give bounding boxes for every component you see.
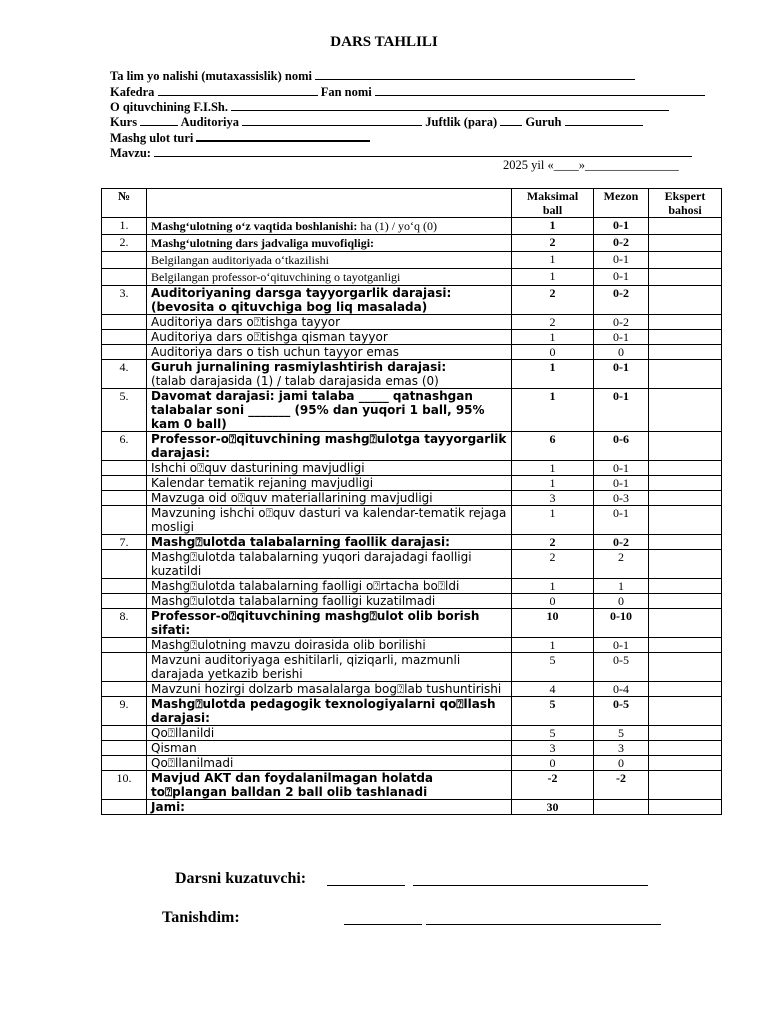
expert-score-cell[interactable] [649, 218, 722, 235]
criteria-text: Qo⍰llanildi [151, 726, 215, 740]
expert-score-cell[interactable] [649, 697, 722, 726]
criteria-text: Mashg⍰ulotda talabalarning faollik darajasi: [151, 535, 450, 549]
row-number [102, 330, 147, 345]
criterion-range-cell: 3 [594, 741, 649, 756]
criterion-range-cell: 0-2 [594, 235, 649, 252]
observer-name-blank[interactable] [413, 885, 648, 886]
col-criterion-header: Mezon [594, 189, 649, 218]
observer-label: Darsni kuzatuvchi: [175, 870, 307, 887]
criteria-text: Guruh jurnalining rasmiylashtirish darajasi: [151, 360, 447, 374]
max-score-cell: 1 [512, 579, 594, 594]
expert-score-cell[interactable] [649, 594, 722, 609]
document-title: DARS TAHLILI [330, 34, 438, 50]
criteria-cell [147, 594, 512, 609]
table-row [102, 594, 722, 609]
expert-score-cell[interactable] [649, 579, 722, 594]
table-row [102, 741, 722, 756]
criterion-range-cell: 0-1 [594, 461, 649, 476]
expert-score-cell[interactable] [649, 506, 722, 535]
criteria-cell [147, 756, 512, 771]
department-blank[interactable] [158, 84, 318, 96]
criterion-range-cell: 0-1 [594, 506, 649, 535]
criteria-text: Belgilangan auditoriyada o‘tkazilishi [151, 253, 329, 267]
table-row [102, 286, 722, 315]
table-row [102, 609, 722, 638]
row-number [102, 550, 147, 579]
topic-label: Mavzu: [110, 146, 151, 160]
acknowledged-name-blank[interactable] [426, 924, 661, 925]
table-row [102, 269, 722, 286]
max-score-cell: 1 [512, 389, 594, 432]
criteria-text: Mashg⍰ulotning mavzu doirasida olib borilishi [151, 638, 426, 652]
row-number: 9. [102, 697, 147, 726]
course-blank[interactable] [140, 114, 178, 126]
row-number [102, 594, 147, 609]
table-row [102, 726, 722, 741]
expert-score-cell[interactable] [649, 286, 722, 315]
criteria-text: Ishchi o⍰quv dasturining mavjudligi [151, 461, 365, 475]
criterion-range-cell: -2 [594, 771, 649, 800]
criteria-text: Qisman [151, 741, 197, 755]
criterion-range-cell: 1 [594, 579, 649, 594]
max-score-cell: 1 [512, 461, 594, 476]
criterion-range-cell: 0-10 [594, 609, 649, 638]
criterion-range-cell: 0-6 [594, 432, 649, 461]
table-row [102, 697, 722, 726]
room-blank[interactable] [242, 114, 422, 126]
table-row [102, 330, 722, 345]
criteria-text: Belgilangan professor-o‘qituvchining o tayotganligi [151, 270, 401, 284]
topic-blank[interactable] [154, 145, 692, 157]
table-row [102, 389, 722, 432]
expert-score-cell[interactable] [649, 638, 722, 653]
expert-score-cell[interactable] [649, 389, 722, 432]
criterion-range-cell: 0-1 [594, 330, 649, 345]
row-number: 10. [102, 771, 147, 800]
evaluation-table [101, 188, 722, 815]
table-row [102, 345, 722, 360]
row-number: 3. [102, 286, 147, 315]
criteria-text: Davomat darajasi: jami talaba _____ qatnashgan talabalar soni _______ (95% dan yuqori 1 ball, 95% kam 0 ball) [151, 389, 485, 431]
pair-blank[interactable] [500, 114, 522, 126]
row-number: 4. [102, 360, 147, 389]
max-score-cell: 0 [512, 345, 594, 360]
criteria-text: Auditoriya dars o⍰tishga qisman tayyor [151, 330, 388, 344]
max-score-cell: 0 [512, 756, 594, 771]
subject-label: Fan nomi [320, 85, 372, 99]
criteria-cell [147, 491, 512, 506]
row-number: 6. [102, 432, 147, 461]
expert-score-cell[interactable] [649, 252, 722, 269]
criteria-cell [147, 235, 512, 252]
row-number [102, 315, 147, 330]
table-row [102, 432, 722, 461]
row-number [102, 269, 147, 286]
subject-blank[interactable] [375, 84, 705, 96]
table-row [102, 252, 722, 269]
header-line-department [110, 84, 705, 100]
max-score-cell: 3 [512, 491, 594, 506]
criteria-cell [147, 476, 512, 491]
criterion-range-cell: 0 [594, 345, 649, 360]
max-score-cell: 1 [512, 330, 594, 345]
table-row [102, 579, 722, 594]
department-label: Kafedra [110, 85, 155, 99]
row-number [102, 476, 147, 491]
row-number [102, 682, 147, 697]
row-number [102, 506, 147, 535]
criterion-range-cell [594, 800, 649, 815]
expert-score-cell[interactable] [649, 800, 722, 815]
max-score-cell: -2 [512, 771, 594, 800]
criteria-cell [147, 360, 512, 389]
table-row [102, 506, 722, 535]
col-criteria-header [147, 189, 512, 218]
row-number: 5. [102, 389, 147, 432]
criteria-cell [147, 800, 512, 815]
criteria-text: Kalendar tematik rejaning mavjudligi [151, 476, 374, 490]
table-row [102, 491, 722, 506]
row-number [102, 800, 147, 815]
expert-score-cell[interactable] [649, 756, 722, 771]
group-blank[interactable] [565, 114, 643, 126]
criteria-cell [147, 432, 512, 461]
criteria-cell [147, 653, 512, 682]
criteria-text: Auditoriya dars o tish uchun tayyor emas [151, 345, 400, 359]
row-number: 2. [102, 235, 147, 252]
criteria-cell [147, 269, 512, 286]
table-row [102, 235, 722, 252]
table-row [102, 771, 722, 800]
criteria-text: Mavzuning ishchi o⍰quv dasturi va kalendar-tematik rejaga mosligi [151, 506, 507, 534]
criterion-range-cell: 0-5 [594, 697, 649, 726]
header-line-specialty [110, 68, 635, 84]
max-score-cell: 1 [512, 638, 594, 653]
expert-score-cell[interactable] [649, 682, 722, 697]
acknowledged-signature-blank[interactable] [344, 924, 422, 925]
criterion-range-cell: 0-1 [594, 269, 649, 286]
max-score-cell: 2 [512, 286, 594, 315]
criteria-cell [147, 726, 512, 741]
criteria-text: Mavzuni hozirgi dolzarb masalalarga bog⍰lab tushuntirishi [151, 682, 502, 696]
session-type-blank[interactable] [196, 129, 370, 142]
criteria-text: Mashg⍰ulotda talabalarning faolligi kuzatilmadi [151, 594, 436, 608]
table-row [102, 756, 722, 771]
criteria-cell [147, 330, 512, 345]
room-label: Auditoriya [180, 115, 239, 129]
max-score-cell: 2 [512, 235, 594, 252]
expert-score-cell[interactable] [649, 235, 722, 252]
criterion-range-cell: 0 [594, 756, 649, 771]
criterion-range-cell: 0-1 [594, 638, 649, 653]
table-row [102, 315, 722, 330]
table-row [102, 476, 722, 491]
max-score-cell: 30 [512, 800, 594, 815]
col-expert-score-header: Ekspert bahosi [649, 189, 722, 218]
date-line: 2025 yil «____»_______________ [503, 158, 679, 172]
table-row [102, 535, 722, 550]
max-score-cell: 5 [512, 653, 594, 682]
criteria-options: ha (1) / yo‘q (0) [357, 219, 438, 233]
criteria-cell [147, 315, 512, 330]
row-number: 7. [102, 535, 147, 550]
criteria-text: Professor-o⍰qituvchining mashg⍰ulotga tayyorgarlik darajasi: [151, 432, 507, 460]
expert-score-cell[interactable] [649, 461, 722, 476]
pair-label: Juftlik (para) [425, 115, 498, 129]
criterion-range-cell: 0-2 [594, 535, 649, 550]
acknowledged-label: Tanishdim: [162, 909, 240, 926]
table-row [102, 550, 722, 579]
max-score-cell: 1 [512, 360, 594, 389]
row-number [102, 741, 147, 756]
criteria-cell [147, 579, 512, 594]
max-score-cell: 2 [512, 550, 594, 579]
criteria-text: Mashg‘ulotning dars jadvaliga muvofiqligi: [151, 236, 375, 250]
max-score-cell: 10 [512, 609, 594, 638]
row-number: 8. [102, 609, 147, 638]
row-number [102, 726, 147, 741]
teacher-blank[interactable] [231, 99, 669, 111]
criteria-text: Mavzuga oid o⍰quv materiallarining mavjudligi [151, 491, 433, 505]
expert-score-cell[interactable] [649, 726, 722, 741]
max-score-cell: 5 [512, 697, 594, 726]
table-row [102, 360, 722, 389]
criterion-range-cell: 0-2 [594, 315, 649, 330]
session-type-label: Mashg ulot turi [110, 131, 194, 145]
criteria-text: Auditoriyaning darsga tayyorgarlik darajasi: [151, 286, 452, 300]
row-number [102, 653, 147, 682]
row-number [102, 638, 147, 653]
expert-score-cell[interactable] [649, 432, 722, 461]
expert-score-cell[interactable] [649, 550, 722, 579]
criterion-range-cell: 0 [594, 594, 649, 609]
criteria-text: Mashg⍰ulotda talabalarning yuqori darajadagi faolligi kuzatildi [151, 550, 472, 578]
criteria-cell [147, 252, 512, 269]
row-number [102, 461, 147, 476]
expert-score-cell[interactable] [649, 476, 722, 491]
col-max-score-header: Maksimal ball [512, 189, 594, 218]
criterion-range-cell: 2 [594, 550, 649, 579]
criterion-range-cell: 0-1 [594, 218, 649, 235]
course-label: Kurs [110, 115, 138, 129]
max-score-cell: 1 [512, 252, 594, 269]
criteria-cell [147, 218, 512, 235]
criterion-range-cell: 0-1 [594, 252, 649, 269]
criteria-cell [147, 741, 512, 756]
table-row [102, 800, 722, 815]
observer-signature-blank[interactable] [327, 885, 405, 886]
criteria-text: Mashg‘ulotning o‘z vaqtida boshlanishi: [151, 219, 358, 233]
criteria-text: Auditoriya dars o⍰tishga tayyor [151, 315, 341, 329]
criterion-range-cell: 0-3 [594, 491, 649, 506]
max-score-cell: 1 [512, 218, 594, 235]
max-score-cell: 1 [512, 269, 594, 286]
expert-score-cell[interactable] [649, 491, 722, 506]
criteria-cell [147, 550, 512, 579]
table-row [102, 653, 722, 682]
criterion-range-cell: 0-1 [594, 360, 649, 389]
expert-score-cell[interactable] [649, 741, 722, 756]
expert-score-cell[interactable] [649, 315, 722, 330]
max-score-cell: 2 [512, 535, 594, 550]
criterion-range-cell: 0-5 [594, 653, 649, 682]
group-label: Guruh [525, 115, 562, 129]
table-header-row [102, 189, 722, 218]
criteria-text: Mavjud AKT dan foydalanilmagan holatda to⍰plangan balldan 2 ball olib tashlanadi [151, 771, 434, 799]
header-line-course [110, 114, 643, 130]
max-score-cell: 3 [512, 741, 594, 756]
expert-score-cell[interactable] [649, 269, 722, 286]
max-score-cell: 5 [512, 726, 594, 741]
max-score-cell: 1 [512, 476, 594, 491]
row-number [102, 491, 147, 506]
expert-score-cell[interactable] [649, 360, 722, 389]
expert-score-cell[interactable] [649, 653, 722, 682]
criterion-range-cell: 5 [594, 726, 649, 741]
row-number [102, 756, 147, 771]
row-number [102, 579, 147, 594]
criterion-range-cell: 0-2 [594, 286, 649, 315]
expert-score-cell[interactable] [649, 535, 722, 550]
header-line-teacher [110, 99, 669, 115]
expert-score-cell[interactable] [649, 330, 722, 345]
specialty-label: Ta lim yo nalishi (mutaxassislik) nomi [110, 69, 313, 83]
table-row [102, 461, 722, 476]
table-row [102, 638, 722, 653]
col-number-header: № [102, 189, 147, 218]
max-score-cell: 4 [512, 682, 594, 697]
criteria-cell [147, 345, 512, 360]
criteria-cell [147, 506, 512, 535]
criterion-range-cell: 0-1 [594, 476, 649, 491]
criteria-cell [147, 609, 512, 638]
max-score-cell: 1 [512, 506, 594, 535]
row-number: 1. [102, 218, 147, 235]
teacher-label: O qituvchining F.I.Sh. [110, 100, 228, 114]
max-score-cell: 2 [512, 315, 594, 330]
expert-score-cell[interactable] [649, 771, 722, 800]
criteria-subtext: (talab darajasida (1) / talab darajasida emas (0) [151, 374, 439, 388]
criteria-text: Mashg⍰ulotda talabalarning faolligi o⍰rtacha bo⍰ldi [151, 579, 460, 593]
specialty-blank[interactable] [315, 68, 635, 80]
criteria-text: Qo⍰llanilmadi [151, 756, 234, 770]
criteria-subtext: (bevosita o qituvchiga bog liq masalada) [151, 300, 428, 314]
criteria-text: Professor-o⍰qituvchining mashg⍰ulot olib borish sifati: [151, 609, 480, 637]
table-row [102, 682, 722, 697]
criteria-cell [147, 771, 512, 800]
expert-score-cell[interactable] [649, 345, 722, 360]
criterion-range-cell: 0-4 [594, 682, 649, 697]
table-row [102, 218, 722, 235]
criteria-text: Mavzuni auditoriyaga eshitilarli, qiziqarli, mazmunli darajada yetkazib berishi [151, 653, 461, 681]
criteria-text: Jami: [151, 800, 185, 814]
criterion-range-cell: 0-1 [594, 389, 649, 432]
header-line-session-type [110, 129, 370, 146]
criteria-cell [147, 389, 512, 432]
max-score-cell: 6 [512, 432, 594, 461]
criteria-text: Mashg⍰ulotda pedagogik texnologiyalarni qo⍰llash darajasi: [151, 697, 496, 725]
max-score-cell: 0 [512, 594, 594, 609]
criteria-cell [147, 286, 512, 315]
criteria-cell [147, 461, 512, 476]
criteria-cell [147, 697, 512, 726]
criteria-cell [147, 682, 512, 697]
row-number [102, 345, 147, 360]
row-number [102, 252, 147, 269]
criteria-cell [147, 535, 512, 550]
expert-score-cell[interactable] [649, 609, 722, 638]
criteria-cell [147, 638, 512, 653]
